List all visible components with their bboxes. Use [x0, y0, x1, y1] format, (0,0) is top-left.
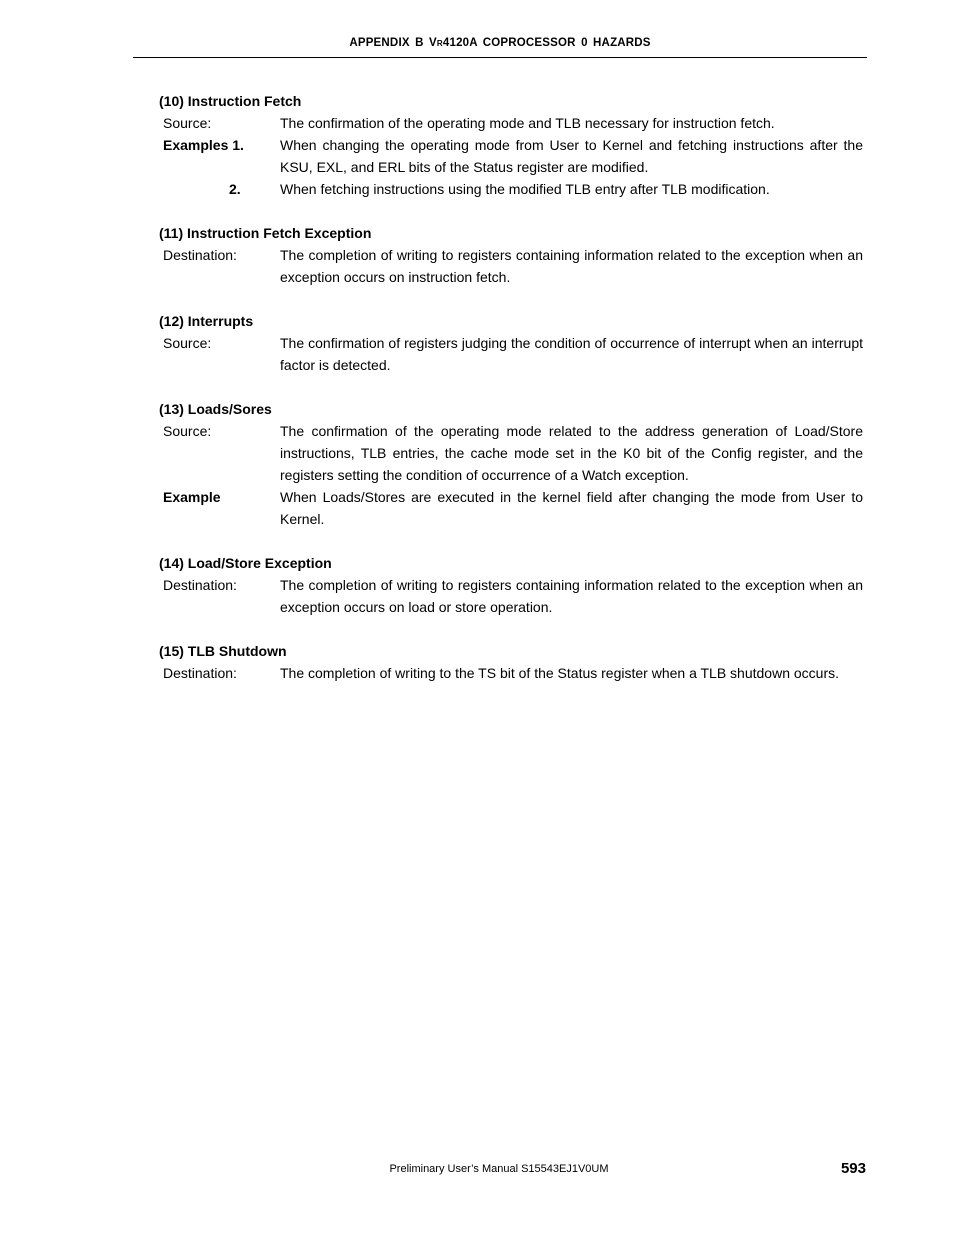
- row-text: The confirmation of the operating mode and TLB necessary for instruction fetch.: [280, 115, 775, 131]
- section-title: (13) Loads/Sores: [159, 401, 272, 417]
- definition-row: [159, 486, 863, 530]
- definition-row: [159, 332, 863, 376]
- section-tlb-shutdown: [159, 640, 863, 684]
- definition-row: [159, 662, 863, 684]
- section-interrupts: [159, 310, 863, 376]
- header-prefix: APPENDIX B: [349, 37, 424, 49]
- definition-row: [159, 420, 863, 486]
- row-label: Destination:: [163, 247, 237, 263]
- row-text: The completion of writing to the TS bit of the Status register when a TLB shutdown occurs.: [280, 665, 839, 681]
- row-text: When Loads/Stores are executed in the kernel field after changing the mode from User to Kernel.: [280, 489, 863, 527]
- row-label: Source:: [163, 115, 212, 131]
- page-body: [159, 90, 863, 706]
- section-loads-stores: [159, 398, 863, 530]
- running-header: [133, 37, 867, 49]
- row-text: The confirmation of registers judging the condition of occurrence of interrupt when an interrupt factor is detected.: [280, 335, 863, 373]
- section-instruction-fetch: [159, 90, 863, 200]
- section-title: (12) Interrupts: [159, 313, 254, 329]
- row-label: Destination:: [163, 665, 237, 681]
- section-load-store-exception: [159, 552, 863, 618]
- row-label: Destination:: [163, 577, 237, 593]
- header-suffix: 4120A COPROCESSOR 0 HAZARDS: [442, 37, 651, 49]
- header-rule: [133, 57, 867, 58]
- row-label: Source:: [163, 423, 212, 439]
- section-title: (10) Instruction Fetch: [159, 93, 302, 109]
- row-label: 2.: [229, 181, 241, 197]
- row-label: Example: [163, 489, 221, 505]
- definition-row: [159, 112, 863, 134]
- header-vr: VR: [429, 37, 443, 49]
- row-text: The confirmation of the operating mode related to the address generation of Load/Store instructions, TLB entries, the cache mode set in the K0 bit of the Config register, and the registers setting the condition of occurrence of a Watch exception.: [280, 423, 863, 483]
- row-text: When changing the operating mode from User to Kernel and fetching instructions after the KSU, EXL, and ERL bits of the Status register are modified.: [280, 137, 863, 175]
- row-text: The completion of writing to registers containing information related to the exception when an exception occurs on load or store operation.: [280, 577, 863, 615]
- row-text: When fetching instructions using the modified TLB entry after TLB modification.: [280, 181, 770, 197]
- definition-row: [159, 178, 863, 200]
- definition-row: [159, 244, 863, 288]
- section-title: (14) Load/Store Exception: [159, 555, 332, 571]
- section-title: (11) Instruction Fetch Exception: [159, 225, 372, 241]
- row-text: The completion of writing to registers containing information related to the exception when an exception occurs on instruction fetch.: [280, 247, 863, 285]
- page-number: 593: [840, 1160, 866, 1177]
- row-label: Source:: [163, 335, 212, 351]
- section-instruction-fetch-exception: [159, 222, 863, 288]
- footer-manual-title: Preliminary User’s Manual S15543EJ1V0UM: [389, 1163, 609, 1175]
- definition-row: [159, 574, 863, 618]
- definition-row: [159, 134, 863, 178]
- row-label: Examples 1.: [163, 137, 244, 153]
- section-title: (15) TLB Shutdown: [159, 643, 287, 659]
